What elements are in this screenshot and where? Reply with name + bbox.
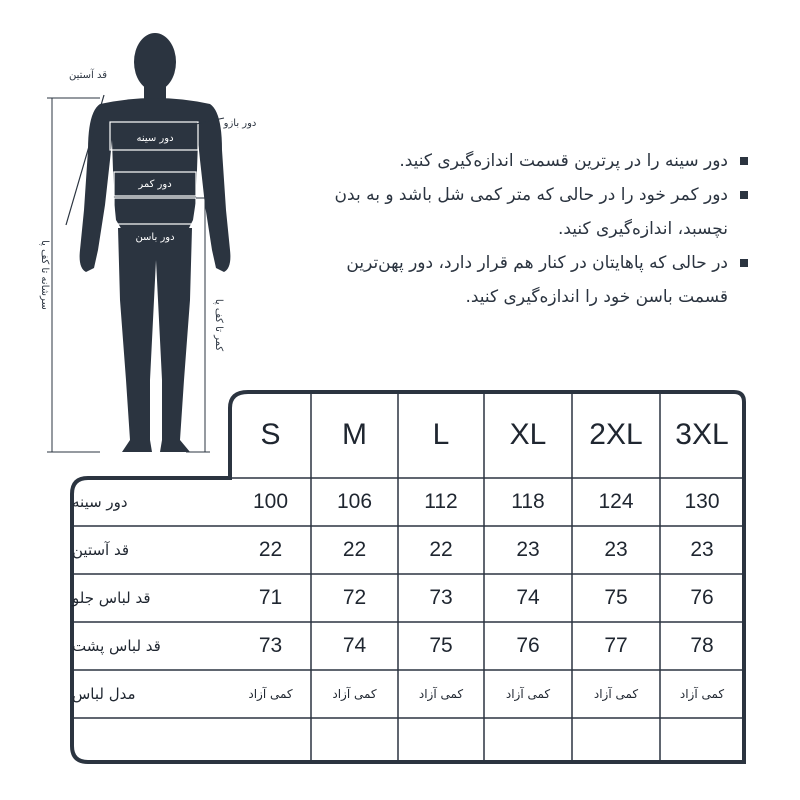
size-header-xl: XL (509, 418, 547, 451)
table-cell: 74 (516, 586, 540, 609)
table-cell: 23 (516, 538, 540, 561)
row-label-fit: مدل لباس (72, 685, 136, 703)
table-cell: 77 (604, 634, 628, 657)
table-cell: 73 (429, 586, 453, 609)
table-cell: 75 (604, 586, 628, 609)
chest-label: دور سینه (136, 133, 174, 144)
bullet-icon (740, 191, 748, 199)
size-header-2xl: 2XL (589, 418, 643, 451)
row-label-chest: دور سینه (72, 493, 128, 511)
table-cell: 72 (342, 586, 367, 609)
instruction-item (318, 144, 750, 178)
sleeve-length-label: قد آستین (68, 70, 108, 81)
arm-circumference-label: دور بازو (223, 118, 257, 129)
bullet-icon (740, 259, 748, 267)
hip-label: دور باسن (135, 232, 175, 243)
waist-label: دور کمر (138, 179, 172, 190)
table-cell: 23 (690, 538, 714, 561)
table-cell: کمی آزاد (593, 687, 639, 701)
size-table (70, 388, 746, 766)
table-cell: کمی آزاد (679, 687, 725, 701)
shoulder-to-heel-label: سرشانه تا کف پا (39, 240, 50, 310)
table-cell: 73 (258, 634, 283, 657)
bullet-icon (740, 157, 748, 165)
measurement-instructions (318, 144, 750, 314)
instruction-text: دور کمر خود را در حالی که متر کمی شل باشد و به بدن نچسبد، اندازه‌گیری کنید. (334, 185, 728, 239)
row-label-sleeve-length: قد آستین (72, 541, 130, 559)
table-cell: 22 (342, 538, 367, 561)
table-cell: 74 (342, 634, 367, 657)
table-cell: 112 (424, 490, 458, 513)
table-cell: کمی آزاد (418, 687, 464, 701)
table-cell: 106 (336, 490, 373, 513)
instruction-text: دور سینه را در پرترین قسمت اندازه‌گیری کنید. (399, 151, 728, 171)
row-label-back-length: قد لباس پشت (72, 637, 161, 655)
size-header-3xl: 3XL (675, 418, 729, 451)
table-cell: 78 (690, 634, 714, 657)
table-cell: 22 (258, 538, 283, 561)
table-cell: 22 (429, 538, 453, 561)
instruction-item (318, 178, 750, 246)
table-cell: 75 (429, 634, 453, 657)
table-cell: 124 (598, 490, 634, 513)
table-cell: کمی آزاد (505, 687, 551, 701)
table-cell: 23 (604, 538, 628, 561)
instruction-item (318, 246, 750, 314)
table-cell: 71 (258, 586, 283, 609)
table-cell: 118 (511, 490, 545, 513)
table-cell: 100 (252, 490, 289, 513)
table-cell: کمی آزاد (332, 687, 377, 701)
row-label-front-length: قد لباس جلو (72, 589, 151, 607)
size-header-l: L (432, 418, 450, 451)
table-cell: 130 (684, 490, 720, 513)
waist-to-heel-label: کمر تا کف پا (213, 298, 224, 352)
size-header-m: M (342, 418, 367, 451)
table-cell: 76 (690, 586, 714, 609)
table-cell: کمی آزاد (248, 687, 293, 701)
instruction-text: در حالی که پاهایتان در کنار هم قرار دارد، دور پهن‌ترین قسمت باسن خود را اندازه‌گیری کنید. (346, 253, 728, 307)
table-cell: 76 (516, 634, 540, 657)
size-header-s: S (260, 418, 281, 451)
